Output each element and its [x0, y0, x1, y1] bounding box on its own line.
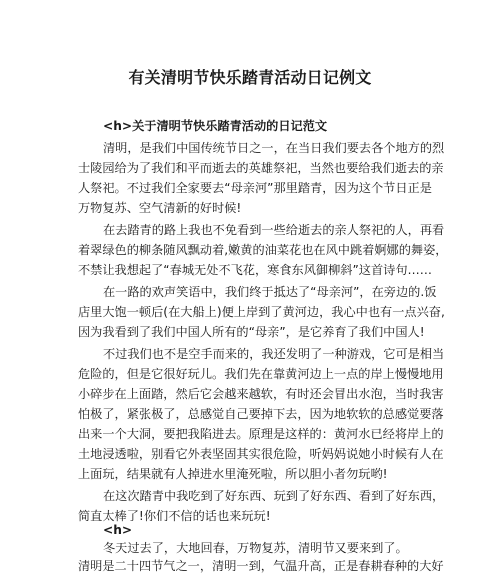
- paragraph-line: 简直太棒了!你们不信的话也来玩玩!: [78, 509, 271, 523]
- section-subheading: <h>关于清明节快乐踏青活动的日记范文: [103, 119, 328, 133]
- paragraph-line: 小碎步在上面踏，然后它会越来越软，有时还会冒出水泡，当时我害: [78, 387, 444, 401]
- paragraph-line: 怕极了，紧张极了，总感觉自己要掉下去，因为地软软的总感觉要落: [78, 407, 444, 421]
- section-tag: <h>: [103, 523, 133, 537]
- paragraph-line: 不过我们也不是空手而来的，我还发明了一种游戏，它可是相当: [103, 347, 445, 361]
- paragraph-line: 店里大饱一顿后(在大船上)便上岸到了黄河边，我心中也有一点兴奋,: [78, 305, 445, 319]
- paragraph-line: 冬天过去了，大地回春，万物复苏，清明节又要来到了。: [103, 541, 408, 555]
- paragraph-line: 在一路的欢声笑语中，我们终于抵达了“母亲河”，在旁边的.饭: [103, 285, 437, 299]
- paragraph-line: 清明，是我们中国传统节日之一，在当日我们要去各个地方的烈: [103, 141, 445, 155]
- paragraph-line: 不禁让我想起了“春城无处不飞花，寒食东风御柳斜”这首诗句……: [78, 263, 432, 277]
- paragraph-line: 在这次踏青中我吃到了好东西、玩到了好东西、看到了好东西，: [103, 489, 445, 503]
- document-title: 有关清明节快乐踏青活动日记例文: [128, 68, 372, 87]
- paragraph-line: 士陵园给为了我们和平而逝去的英雄祭祀，当然也要给我们逝去的亲: [78, 161, 444, 175]
- paragraph-line: 上面玩，结果就有人掉进水里淹死啦，所以胆小者勿玩哟!: [78, 467, 388, 481]
- paragraph-line: 着翠绿色的柳条随风飘动着,嫩黄的油菜花也在风中跳着婀娜的舞姿，: [78, 243, 448, 257]
- paragraph-line: 在去踏青的路上我也不免看到一些给逝去的亲人祭祀的人，再看: [103, 223, 445, 237]
- paragraph-line: 人祭祀。不过我们全家要去“母亲河”那里踏青，因为这个节日正是: [78, 181, 432, 195]
- paragraph-line: 万物复苏、空气清新的好时候!: [78, 201, 242, 215]
- paragraph-line: 土地浸透啦，别看它外表坚固其实很危险，听妈妈说她小时候有人在: [78, 447, 444, 461]
- paragraph-line: 因为我看到了我们中国人所有的“母亲”，是它养育了我们中国人!: [78, 325, 425, 339]
- paragraph-line: 清明是二十四节气之一，清明一到，气温升高，正是春耕春种的大好: [78, 559, 444, 573]
- paragraph-line: 危险的，但是它很好玩儿。我们先在靠黄河边上一点的岸上慢慢地用: [78, 367, 444, 381]
- paragraph-line: 出来一个大洞，要把我陷进去。原理是这样的：黄河水已经将岸上的: [78, 427, 444, 441]
